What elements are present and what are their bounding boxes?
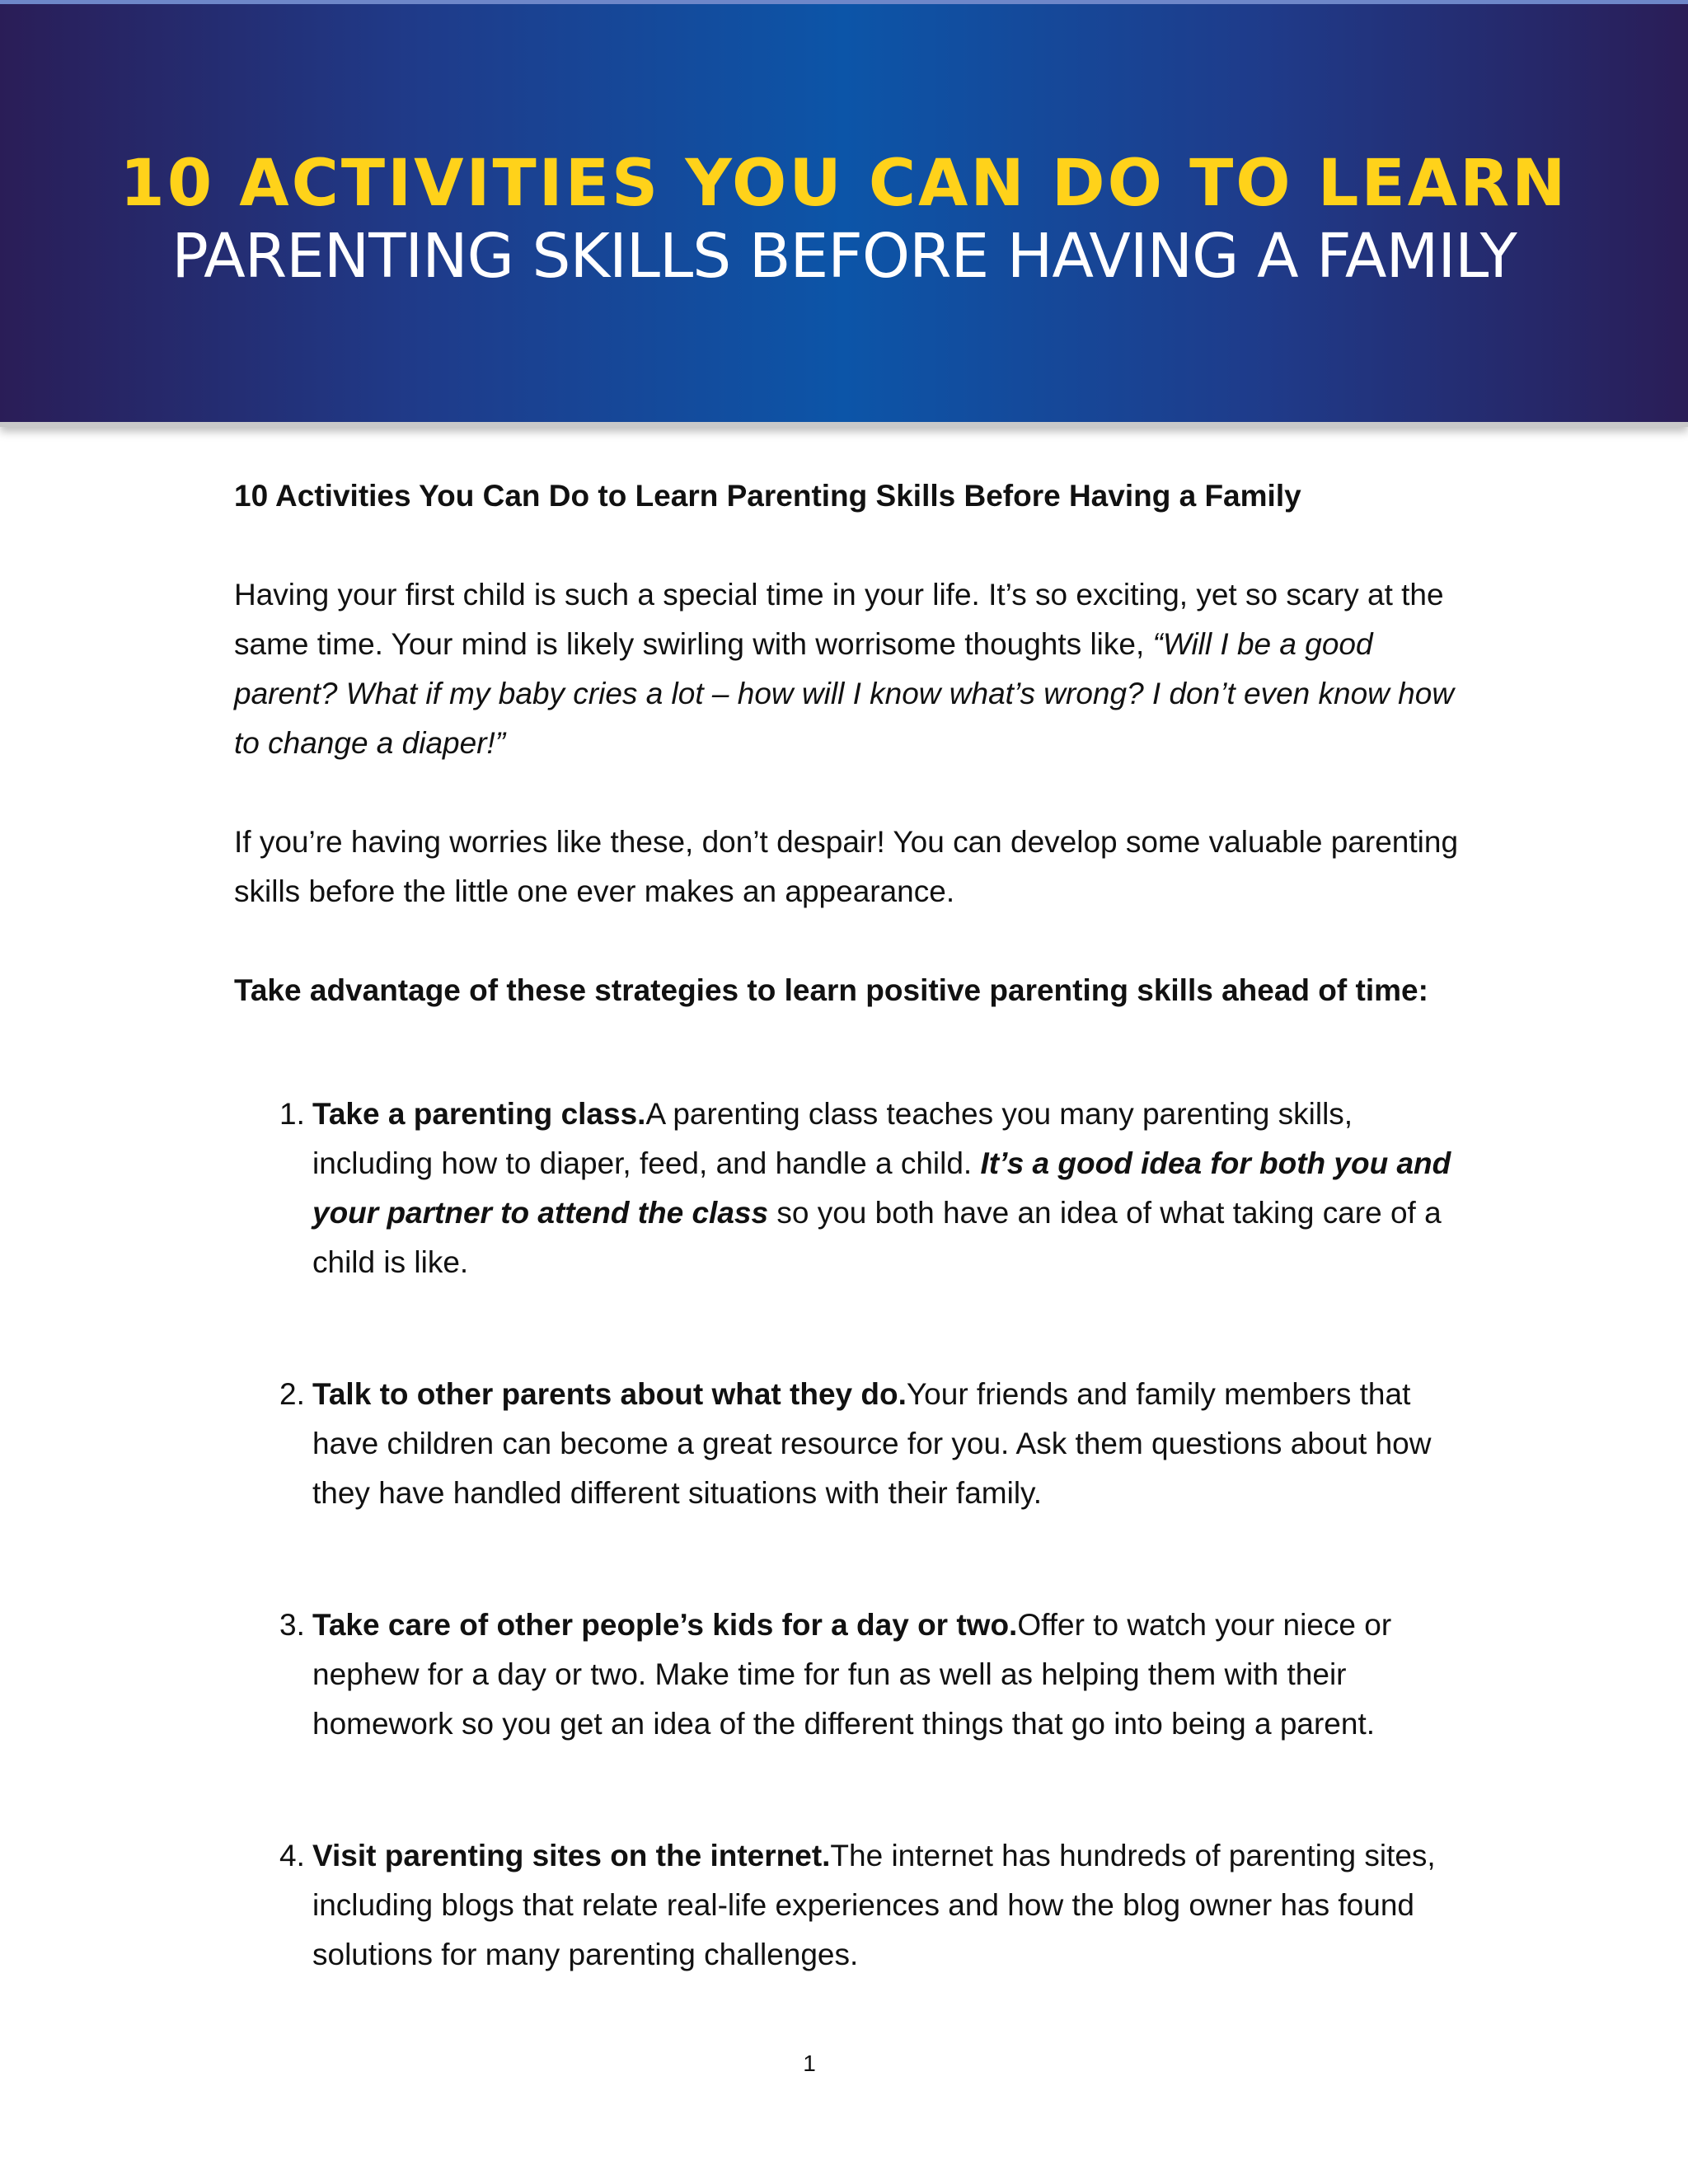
list-item <box>234 1370 1470 1518</box>
second-paragraph: If you’re having worries like these, don’t despair! You can develop some valuable parenting skills before the little one ever makes an appearance. <box>234 825 1459 908</box>
title-banner <box>0 0 1688 427</box>
list-item-number: 1. <box>279 1097 305 1131</box>
list-item-text: The internet has hundreds of parenting sites, including blogs that relate real-life experiences and how the blog owner has found solutions for many parenting challenges. <box>312 1839 1436 1971</box>
list-item-text-continued: so you both have an idea of what taking care of a child is like. <box>312 1196 1442 1279</box>
intro-paragraph <box>234 570 1470 768</box>
list-item-text: Your friends and family members that have children can become a great resource for you. Ask them questions about how they have handled different situations with their family. <box>312 1377 1432 1510</box>
list-item-number: 3. <box>279 1608 305 1642</box>
page-number: 1 <box>803 2050 816 2076</box>
list-item-number: 4. <box>279 1839 305 1872</box>
list-item <box>234 1831 1470 1980</box>
document-heading: 10 Activities You Can Do to Learn Parenting Skills Before Having a Family <box>234 479 1301 513</box>
list-item-title: Talk to other parents about what they do. <box>312 1377 907 1411</box>
strategies-lead: Take advantage of these strategies to learn positive parenting skills ahead of time: <box>234 973 1428 1007</box>
list-item-title: Visit parenting sites on the internet. <box>312 1839 831 1872</box>
list-item-title: Take care of other people’s kids for a day or two. <box>312 1608 1018 1642</box>
banner-title-line2: PARENTING SKILLS BEFORE HAVING A FAMILY <box>171 221 1517 292</box>
document-body <box>234 471 1470 1980</box>
list-item-text: Offer to watch your niece or nephew for a day or two. Make time for fun as well as helping them with their homework so you get an idea of the different things that go into being a parent. <box>312 1608 1392 1741</box>
intro-text: Having your first child is such a special time in your life. It’s so exciting, yet so scary at the same time. Your mind is likely swirling with worrisome thoughts like, <box>234 578 1444 661</box>
intro-quote: “Will I be a good parent? What if my baby cries a lot – how will I know what’s wrong? I don’t even know how to change a diaper!” <box>234 627 1455 760</box>
list-item-text: A parenting class teaches you many parenting skills, including how to diaper, feed, and handle a child. <box>312 1097 1353 1180</box>
list-item-emphasis: It’s a good idea for both you and your partner to attend the class <box>312 1146 1451 1230</box>
list-item-title: Take a parenting class. <box>312 1097 646 1131</box>
list-item-number: 2. <box>279 1377 305 1411</box>
list-item <box>234 1090 1470 1287</box>
list-item <box>234 1601 1470 1749</box>
banner-title-line1: 10 ACTIVITIES YOU CAN DO TO LEARN <box>120 147 1568 221</box>
